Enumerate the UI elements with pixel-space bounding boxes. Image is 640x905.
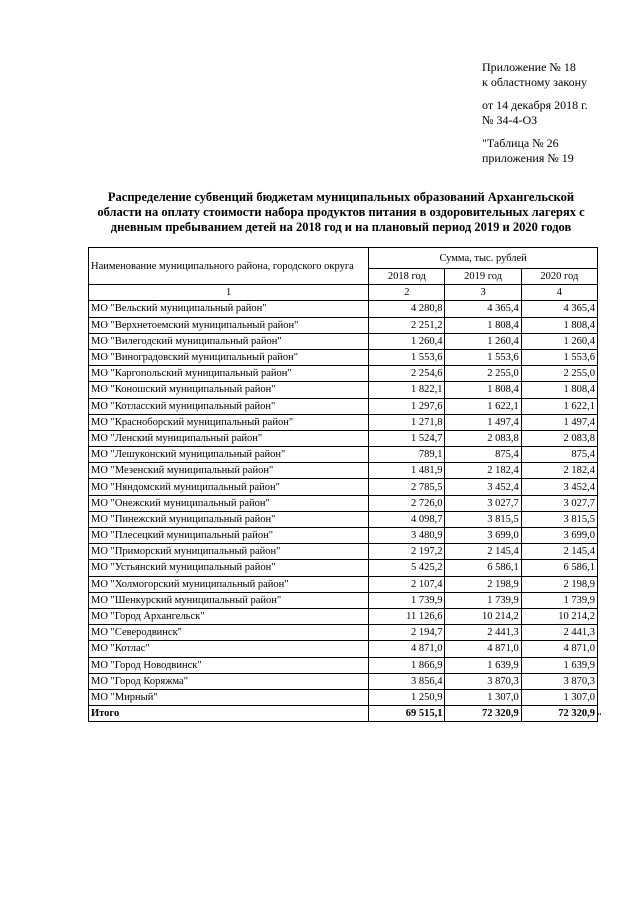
value-2020: 2 198,9 <box>521 576 597 592</box>
value-2020: 1 639,9 <box>521 657 597 673</box>
column-header-2020: 2020 год <box>521 269 597 285</box>
municipality-name: МО "Холмогорский муниципальный район" <box>89 576 369 592</box>
municipality-name: МО "Приморский муниципальный район" <box>89 544 369 560</box>
value-2018: 2 107,4 <box>369 576 445 592</box>
municipality-name: МО "Ленский муниципальный район" <box>89 430 369 446</box>
table-row <box>89 608 598 624</box>
value-2018: 1 739,9 <box>369 592 445 608</box>
municipality-name: МО "Город Новодвинск" <box>89 657 369 673</box>
table-row <box>89 333 598 349</box>
closing-quote: " <box>597 711 602 723</box>
value-2020: 1 808,4 <box>521 317 597 333</box>
municipality-name: МО "Плесецкий муниципальный район" <box>89 528 369 544</box>
value-2018: 4 871,0 <box>369 641 445 657</box>
municipality-name: МО "Няндомский муниципальный район" <box>89 479 369 495</box>
value-2018: 1 553,6 <box>369 349 445 365</box>
table-total-row <box>89 706 598 722</box>
value-2018: 2 251,2 <box>369 317 445 333</box>
total-2020: 72 320,9 <box>521 706 597 722</box>
value-2018: 2 194,7 <box>369 625 445 641</box>
value-2020: 10 214,2 <box>521 608 597 624</box>
value-2020: 6 586,1 <box>521 560 597 576</box>
table-row <box>89 641 598 657</box>
value-2018: 1 822,1 <box>369 382 445 398</box>
value-2019: 2 255,0 <box>445 366 521 382</box>
table-header-row <box>89 248 598 269</box>
value-2019: 2 198,9 <box>445 576 521 592</box>
value-2019: 3 027,7 <box>445 495 521 511</box>
table-row <box>89 349 598 365</box>
table-row <box>89 673 598 689</box>
value-2019: 1 808,4 <box>445 317 521 333</box>
table-row <box>89 317 598 333</box>
table-row <box>89 511 598 527</box>
table-row <box>89 495 598 511</box>
value-2020: 1 307,0 <box>521 689 597 705</box>
value-2019: 6 586,1 <box>445 560 521 576</box>
table-row <box>89 479 598 495</box>
value-2018: 1 271,8 <box>369 414 445 430</box>
column-number: 4 <box>521 285 597 301</box>
value-2020: 2 441,3 <box>521 625 597 641</box>
value-2018: 2 254,6 <box>369 366 445 382</box>
municipality-name: МО "Красноборский муниципальный район" <box>89 414 369 430</box>
appendix-line: № 34-4-ОЗ <box>482 113 538 127</box>
document-title: Распределение субвенций бюджетам муниципальных образований Архангельской области на оплату стоимости набора продуктов питания в оздоровительных лагерях с дневным пребыванием детей на 2018 год и на плановый период 2019 и 2020 годов <box>97 190 585 234</box>
value-2019: 3 815,5 <box>445 511 521 527</box>
value-2019: 2 441,3 <box>445 625 521 641</box>
value-2018: 789,1 <box>369 447 445 463</box>
value-2018: 4 280,8 <box>369 301 445 317</box>
column-header-sum: Сумма, тыс. рублей <box>369 248 598 269</box>
appendix-line: Приложение № 18 <box>482 60 576 74</box>
value-2018: 1 250,9 <box>369 689 445 705</box>
table-row <box>89 463 598 479</box>
value-2020: 1 553,6 <box>521 349 597 365</box>
value-2020: 3 699,0 <box>521 528 597 544</box>
table-row <box>89 447 598 463</box>
appendix-header <box>482 60 632 174</box>
municipality-name: МО "Виноградовский муниципальный район" <box>89 349 369 365</box>
value-2019: 3 870,3 <box>445 673 521 689</box>
subvention-table <box>88 247 598 722</box>
value-2019: 1 260,4 <box>445 333 521 349</box>
appendix-line: к областному закону <box>482 75 588 89</box>
value-2019: 2 182,4 <box>445 463 521 479</box>
appendix-line: приложения № 19 <box>482 151 574 165</box>
total-label: Итого <box>89 706 369 722</box>
value-2018: 1 481,9 <box>369 463 445 479</box>
value-2018: 3 856,4 <box>369 673 445 689</box>
table-row <box>89 576 598 592</box>
municipality-name: МО "Пинежский муниципальный район" <box>89 511 369 527</box>
value-2020: 2 255,0 <box>521 366 597 382</box>
value-2020: 3 815,5 <box>521 511 597 527</box>
value-2020: 1 622,1 <box>521 398 597 414</box>
total-2018: 69 515,1 <box>369 706 445 722</box>
appendix-date-ref <box>482 98 632 128</box>
table-row <box>89 689 598 705</box>
value-2020: 4 365,4 <box>521 301 597 317</box>
municipality-name: МО "Город Коряжма" <box>89 673 369 689</box>
value-2018: 1 260,4 <box>369 333 445 349</box>
value-2019: 1 307,0 <box>445 689 521 705</box>
municipality-name: МО "Верхнетоемский муниципальный район" <box>89 317 369 333</box>
table-row <box>89 414 598 430</box>
municipality-name: МО "Вилегодский муниципальный район" <box>89 333 369 349</box>
value-2019: 2 145,4 <box>445 544 521 560</box>
value-2020: 875,4 <box>521 447 597 463</box>
appendix-table-ref <box>482 136 632 166</box>
value-2019: 4 365,4 <box>445 301 521 317</box>
column-number: 2 <box>369 285 445 301</box>
column-header-2018: 2018 год <box>369 269 445 285</box>
value-2020: 2 083,8 <box>521 430 597 446</box>
table-row <box>89 528 598 544</box>
table-row <box>89 398 598 414</box>
appendix-law-ref <box>482 60 632 90</box>
value-2018: 1 524,7 <box>369 430 445 446</box>
appendix-line: "Таблица № 26 <box>482 136 559 150</box>
value-2020: 3 452,4 <box>521 479 597 495</box>
value-2020: 2 182,4 <box>521 463 597 479</box>
table-row <box>89 301 598 317</box>
value-2019: 3 699,0 <box>445 528 521 544</box>
value-2020: 3 027,7 <box>521 495 597 511</box>
value-2018: 11 126,6 <box>369 608 445 624</box>
value-2020: 3 870,3 <box>521 673 597 689</box>
value-2019: 4 871,0 <box>445 641 521 657</box>
table-numbering-row <box>89 285 598 301</box>
value-2018: 2 785,5 <box>369 479 445 495</box>
value-2020: 1 739,9 <box>521 592 597 608</box>
value-2019: 1 553,6 <box>445 349 521 365</box>
municipality-name: МО "Северодвинск" <box>89 625 369 641</box>
table-row <box>89 366 598 382</box>
value-2018: 2 197,2 <box>369 544 445 560</box>
municipality-name: МО "Шенкурский муниципальный район" <box>89 592 369 608</box>
municipality-name: МО "Котлас" <box>89 641 369 657</box>
municipality-name: МО "Город Архангельск" <box>89 608 369 624</box>
municipality-name: МО "Котласский муниципальный район" <box>89 398 369 414</box>
value-2019: 2 083,8 <box>445 430 521 446</box>
municipality-name: МО "Лешуконский муниципальный район" <box>89 447 369 463</box>
table-row <box>89 560 598 576</box>
value-2018: 3 480,9 <box>369 528 445 544</box>
municipality-name: МО "Коношский муниципальный район" <box>89 382 369 398</box>
table-row <box>89 382 598 398</box>
value-2018: 1 297,6 <box>369 398 445 414</box>
value-2018: 5 425,2 <box>369 560 445 576</box>
value-2020: 1 260,4 <box>521 333 597 349</box>
value-2020: 1 808,4 <box>521 382 597 398</box>
municipality-name: МО "Мезенский муниципальный район" <box>89 463 369 479</box>
value-2019: 875,4 <box>445 447 521 463</box>
value-2019: 10 214,2 <box>445 608 521 624</box>
value-2020: 2 145,4 <box>521 544 597 560</box>
table-row <box>89 657 598 673</box>
value-2019: 1 497,4 <box>445 414 521 430</box>
municipality-name: МО "Устьянский муниципальный район" <box>89 560 369 576</box>
total-2019: 72 320,9 <box>445 706 521 722</box>
column-number: 3 <box>445 285 521 301</box>
value-2018: 4 098,7 <box>369 511 445 527</box>
value-2018: 1 866,9 <box>369 657 445 673</box>
value-2019: 1 639,9 <box>445 657 521 673</box>
table-row <box>89 544 598 560</box>
table-row <box>89 430 598 446</box>
value-2020: 4 871,0 <box>521 641 597 657</box>
column-number: 1 <box>89 285 369 301</box>
value-2019: 1 808,4 <box>445 382 521 398</box>
table-row <box>89 625 598 641</box>
municipality-name: МО "Мирный" <box>89 689 369 705</box>
value-2019: 1 739,9 <box>445 592 521 608</box>
column-header-2019: 2019 год <box>445 269 521 285</box>
appendix-line: от 14 декабря 2018 г. <box>482 98 588 112</box>
column-header-name: Наименование муниципального района, городского округа <box>89 248 369 285</box>
value-2018: 2 726,0 <box>369 495 445 511</box>
value-2019: 1 622,1 <box>445 398 521 414</box>
municipality-name: МО "Каргопольский муниципальный район" <box>89 366 369 382</box>
municipality-name: МО "Онежский муниципальный район" <box>89 495 369 511</box>
municipality-name: МО "Вельский муниципальный район" <box>89 301 369 317</box>
value-2020: 1 497,4 <box>521 414 597 430</box>
value-2019: 3 452,4 <box>445 479 521 495</box>
table-row <box>89 592 598 608</box>
